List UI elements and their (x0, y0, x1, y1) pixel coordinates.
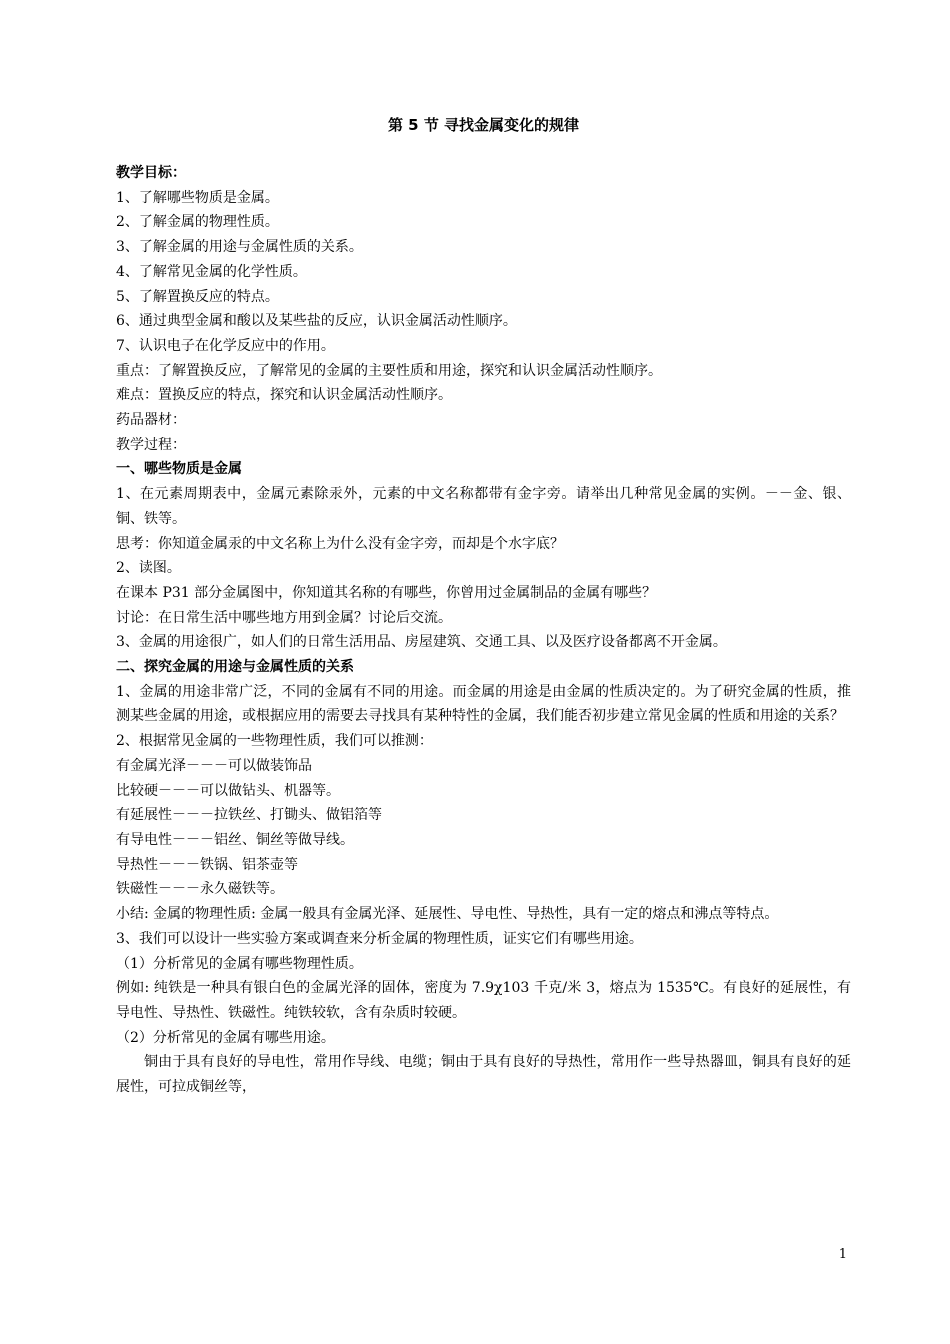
document-title: 第 5 节 寻找金属变化的规律 (387, 116, 580, 134)
body-line: 铜由于具有良好的导电性，常用作导线、电缆；铜由于具有良好的导热性，常用作一些导热器皿，铜具有良好的延展性，可拉成铜丝等， (116, 1054, 851, 1096)
section-heading: 教学目标： (116, 165, 186, 181)
body-line: 2、根据常见金属的一些物理性质，我们可以推测： (116, 733, 433, 750)
body-line: 3、金属的用途很广，如人们的日常生活用品、房屋建筑、交通工具、以及医疗设备都离不开金属。 (116, 634, 727, 651)
body-line: 铁磁性－－－永久磁铁等。 (116, 881, 284, 898)
body-line: 重点：了解置换反应，了解常见的金属的主要性质和用途，探究和认识金属活动性顺序。 (116, 362, 662, 379)
body-line: 有导电性－－－铝丝、铜丝等做导线。 (116, 831, 354, 848)
section-heading: 二、探究金属的用途与金属性质的关系 (116, 659, 354, 676)
document-body (116, 161, 851, 1100)
body-line: 7、认识电子在化学反应中的作用。 (116, 337, 335, 354)
body-line: 比较硬－－－可以做钻头、机器等。 (116, 782, 340, 799)
body-line: 小结: 金属的物理性质: 金属一般具有金属光泽、延展性、导电性、导热性，具有一定的熔点和沸点等特点。 (116, 906, 779, 923)
body-line: 教学过程： (116, 436, 186, 453)
section-heading: 一、哪些物质是金属 (116, 461, 242, 478)
body-line: 2、读图。 (116, 560, 181, 577)
body-line: 思考：你知道金属汞的中文名称上为什么没有金字旁，而却是个水字底？ (116, 535, 564, 552)
body-line: 在课本 P31 部分金属图中，你知道其名称的有哪些，你曾用过金属制品的金属有哪些？ (116, 584, 657, 601)
body-line: 难点：置换反应的特点，探究和认识金属活动性顺序。 (116, 387, 452, 404)
document-page (116, 113, 851, 1100)
body-line: 3、我们可以设计一些实验方案或调查来分析金属的物理性质，证实它们有哪些用途。 (116, 930, 643, 947)
body-line: 讨论：在日常生活中哪些地方用到金属？讨论后交流。 (116, 609, 452, 626)
body-line: 有金属光泽－－－可以做装饰品 (116, 757, 312, 774)
body-line: 4、了解常见金属的化学性质。 (116, 263, 307, 280)
body-line: 2、了解金属的物理性质。 (116, 214, 279, 231)
body-line: 有延展性－－－拉铁丝、打锄头、做铝箔等 (116, 807, 382, 824)
body-line: 例如: 纯铁是一种具有银白色的金属光泽的固体，密度为 7.9χ103 千克/米 3，熔点为 1535℃。有良好的延展性，有导电性、导热性、铁磁性。纯铁较软，含有杂质时较硬。 (116, 980, 851, 1021)
body-line: 药品器材： (116, 412, 186, 429)
body-line: 1、在元素周期表中，金属元素除汞外，元素的中文名称都带有金字旁。请举出几种常见金属的实例。－－金、银、铜、铁等。 (116, 486, 851, 527)
body-line: （2）分析常见的金属有哪些用途。 (116, 1029, 335, 1046)
body-line: 3、了解金属的用途与金属性质的关系。 (116, 239, 363, 256)
body-line: 6、通过典型金属和酸以及某些盐的反应，认识金属活动性顺序。 (116, 313, 517, 330)
body-line: 导热性－－－铁锅、铝茶壶等 (116, 856, 298, 873)
body-line: 1、金属的用途非常广泛，不同的金属有不同的用途。而金属的用途是由金属的性质决定的。为了研究金属的性质，推测某些金属的用途，或根据应用的需要去寻找具有某种特性的金属，我们能否初步建立常见金属的性质和用途的关系？ (116, 683, 851, 725)
body-line: 5、了解置换反应的特点。 (116, 288, 279, 305)
page-number: 1 (838, 1247, 847, 1262)
body-line: （1）分析常见的金属有哪些物理性质。 (116, 955, 363, 972)
body-line: 1、了解哪些物质是金属。 (116, 189, 279, 206)
